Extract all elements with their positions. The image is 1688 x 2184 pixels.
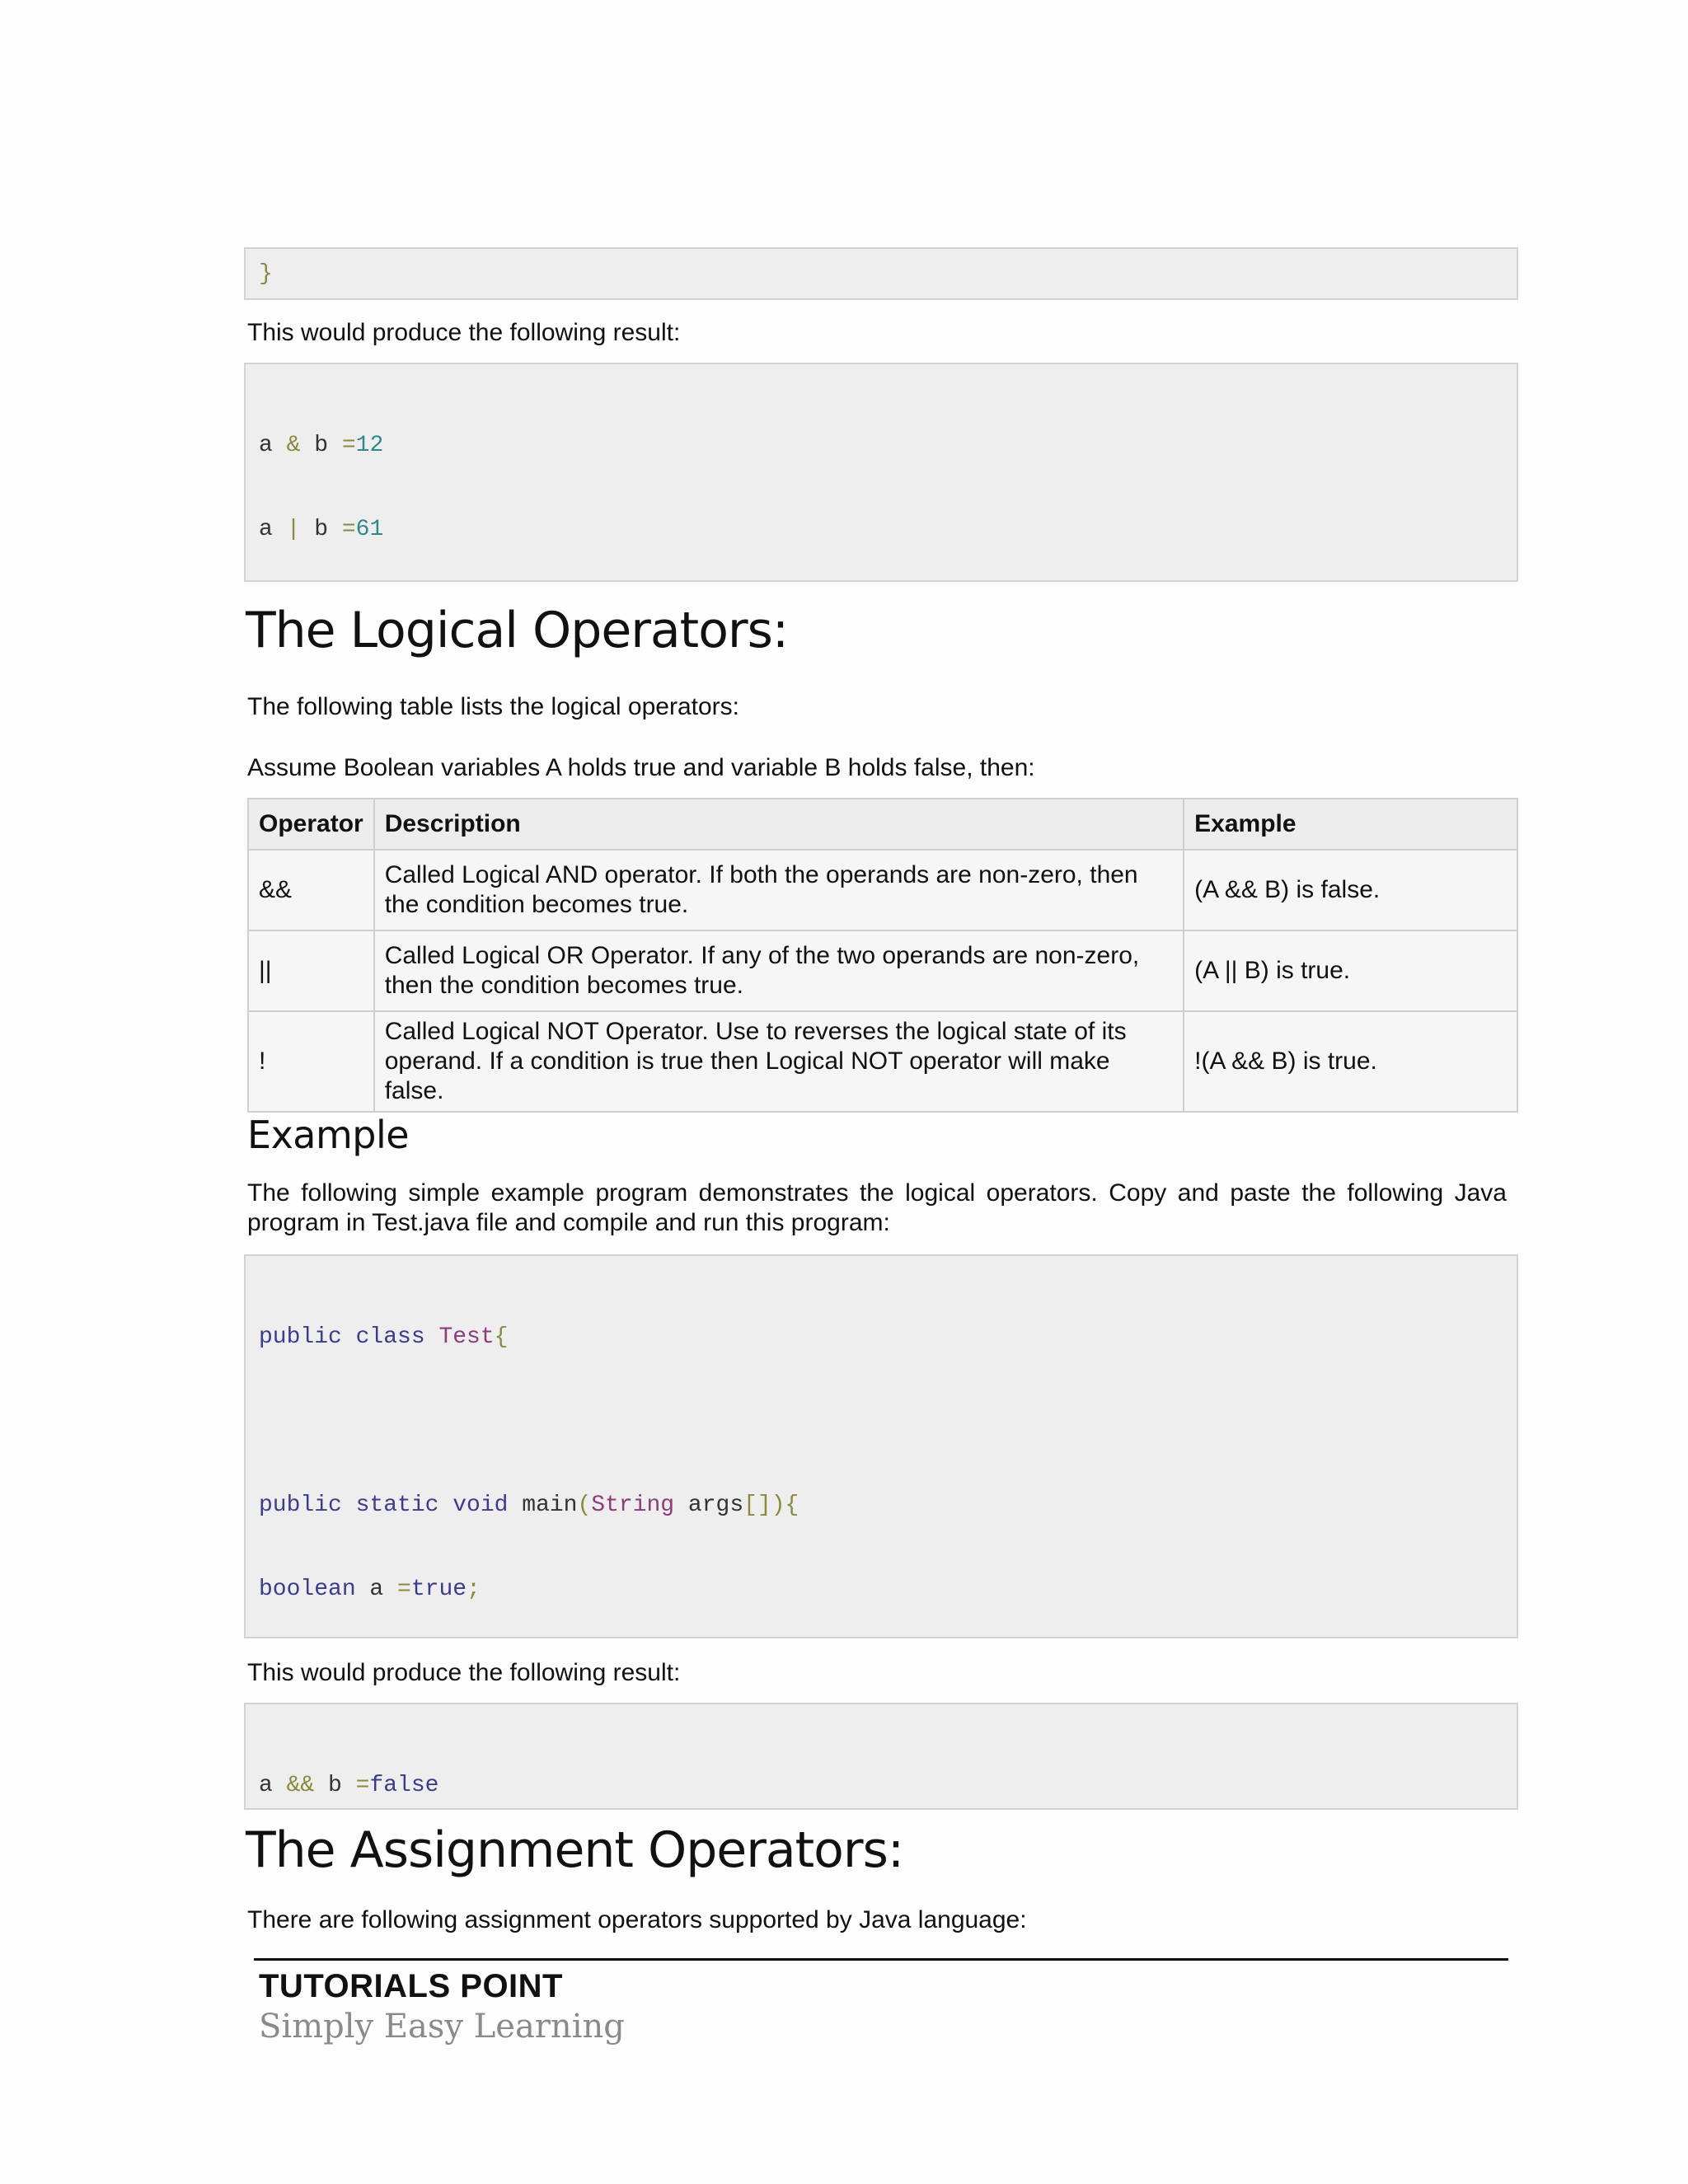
output-line [259,432,1503,460]
operator-cell: && [248,850,374,930]
logical-operators-table [247,798,1518,1113]
output-text: a [259,433,287,458]
example-heading: Example [247,1113,410,1157]
code-punct: ( [577,1493,592,1518]
output-number: 12 [355,433,384,458]
code-text: a [355,1577,398,1602]
footer-divider [254,1958,1508,1961]
code-punct: = [397,1577,411,1602]
description-cell: Called Logical NOT Operator. Use to reverses the logical state of its operand. If a condition is true then Logical NOT operator will make false. [374,1011,1184,1112]
java-program-block [244,1254,1518,1638]
logical-intro: The following table lists the logical operators: [247,693,739,720]
code-keyword: public static void [259,1493,523,1518]
output-operator: = [341,433,356,458]
example-cell: (A && B) is false. [1184,850,1517,930]
operator-cell: ! [248,1011,374,1112]
table-row [248,1011,1517,1112]
code-punct: []){ [743,1493,799,1518]
bitwise-output-block [244,363,1518,582]
code-keyword: true [410,1577,467,1602]
table-row [248,930,1517,1011]
assignment-intro: There are following assignment operators supported by Java language: [247,1906,1027,1933]
footer-brand: TUTORIALS POINT [259,1968,563,2004]
code-text: args [674,1493,744,1518]
code-type: String [591,1493,675,1518]
section-heading-assignment: The Assignment Operators: [246,1821,904,1879]
description-cell: Called Logical AND operator. If both the operands are non-zero, then the condition becomes true. [374,850,1184,930]
column-header: Operator [248,799,374,850]
description-cell: Called Logical OR Operator. If any of the two operands are non-zero, then the condition becomes true. [374,930,1184,1011]
output-line [259,1772,1503,1800]
output-operator: = [355,1773,370,1798]
code-type: Test [438,1324,495,1350]
code-keyword: boolean [259,1577,356,1602]
output-text: a [259,1773,287,1798]
output-text: b [314,433,342,458]
code-punct: { [494,1324,509,1350]
output-number: 61 [355,517,384,542]
logical-assumption: Assume Boolean variables A holds true and variable B holds false, then: [247,754,1035,781]
output-text: b [314,517,342,542]
output-operator: = [341,517,356,542]
code-line [259,1324,1503,1352]
table-header-row [248,799,1517,850]
operator-cell: || [248,930,374,1011]
table-row [248,850,1517,930]
output-line [259,516,1503,544]
code-line: } [259,261,273,287]
result-intro: This would produce the following result: [247,319,681,346]
logical-output-block [244,1703,1518,1810]
result-intro: This would produce the following result: [247,1659,681,1686]
code-text: main [522,1493,578,1518]
code-line-blank [259,1408,1503,1436]
output-text: b [328,1773,356,1798]
column-header: Description [374,799,1184,850]
footer-tagline: Simply Easy Learning [259,2008,625,2046]
section-heading-logical: The Logical Operators: [246,602,789,659]
output-operator: && [286,1773,329,1798]
example-cell: !(A && B) is true. [1184,1011,1517,1112]
output-text: a [259,517,287,542]
example-intro: The following simple example program demonstrates the logical operators. Copy and paste the following Java program in Test.java file and compile and run this program: [247,1179,1507,1236]
code-line [259,1576,1503,1604]
output-value: false [369,1773,439,1798]
code-punct: ; [467,1577,481,1602]
example-cell: (A || B) is true. [1184,930,1517,1011]
code-keyword: public class [259,1324,439,1350]
code-line [259,1492,1503,1520]
output-operator: | [286,517,315,542]
code-block-closing [244,247,1518,300]
output-operator: & [286,433,315,458]
column-header: Example [1184,799,1517,850]
